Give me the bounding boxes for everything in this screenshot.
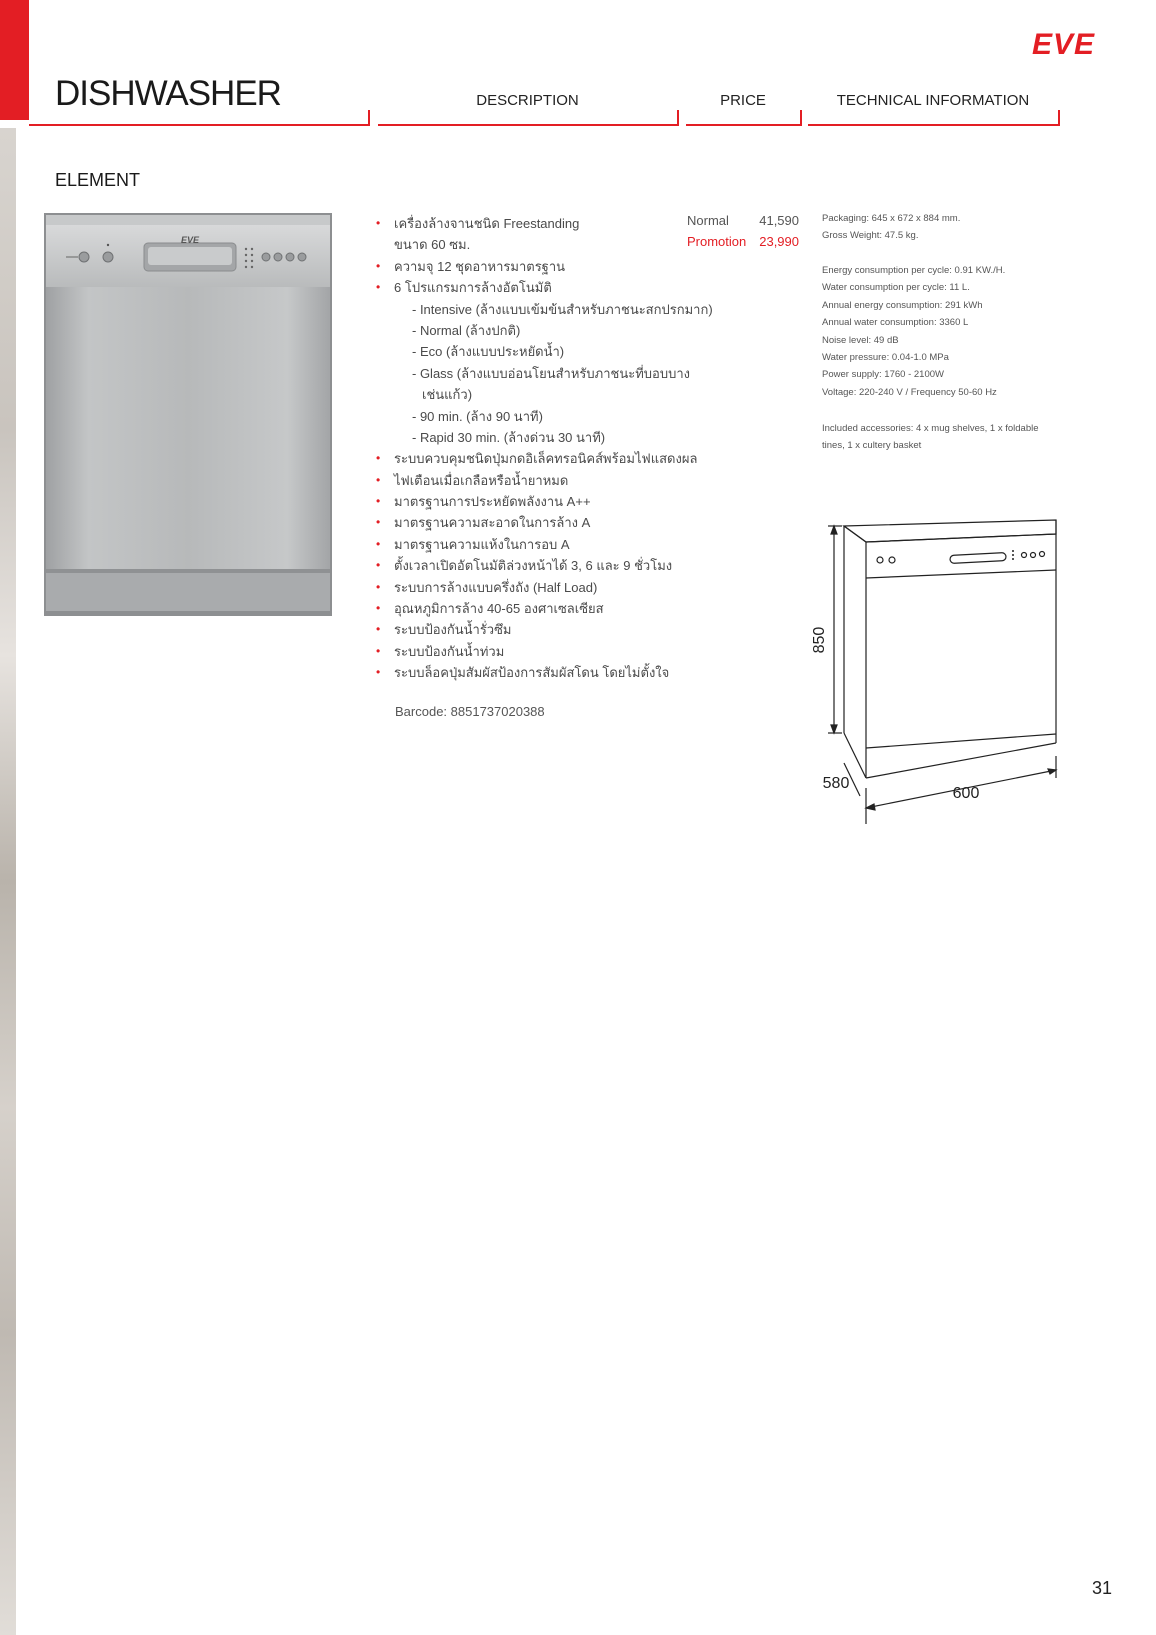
barcode: Barcode: 8851737020388 xyxy=(395,704,545,719)
list-item: • มาตรฐานความสะอาดในการล้าง A xyxy=(376,512,706,533)
tech-line: Energy consumption per cycle: 0.91 KW./H. xyxy=(822,265,1006,276)
description-list xyxy=(376,213,713,684)
tech-line: tines, 1 x cultery basket xyxy=(822,440,922,452)
list-item xyxy=(376,384,706,405)
product-logo: EVE xyxy=(180,235,200,245)
description-text: ระบบการล้างแบบครึ่งถัง (Half Load) xyxy=(394,579,598,595)
page-number: 31 xyxy=(1092,1578,1113,1598)
list-item: • ระบบการล้างแบบครึ่งถัง (Half Load) xyxy=(376,577,706,598)
page-title: DISHWASHER xyxy=(55,74,281,113)
list-item: • มาตรฐานการประหยัดพลังงาน A++ xyxy=(376,491,706,512)
description-text: มาตรฐานความสะอาดในการล้าง A xyxy=(394,515,591,531)
dimension-height: 850 xyxy=(811,626,828,654)
description-text: ไฟเตือนเมื่อเกลือหรือน้ำยาหมด xyxy=(394,472,569,488)
list-item: • มาตรฐานความแห้งในการอบ A xyxy=(376,534,706,555)
list-item: • ระบบป้องกันน้ำท่วม xyxy=(376,641,706,662)
tech-line: Power supply: 1760 - 2100W xyxy=(822,369,944,381)
description-text: มาตรฐานการประหยัดพลังงาน A++ xyxy=(394,494,591,510)
tab-price: PRICE xyxy=(720,92,766,109)
tech-line: Gross Weight: 47.5 kg. xyxy=(822,230,919,242)
price-normal-label: Normal xyxy=(687,213,729,228)
dishwasher-product-image xyxy=(44,213,332,616)
tech-line: Water pressure: 0.04-1.0 MPa xyxy=(822,352,949,364)
tech-line: Included accessories: 4 x mug shelves, 1 x foldable xyxy=(822,423,1039,434)
price-promotion-value: 23,990 xyxy=(759,234,799,249)
description-text: ระบบป้องกันน้ำท่วม xyxy=(394,643,505,659)
description-text: ระบบควบคุมชนิดปุ่มกดอิเล็คทรอนิคส์พร้อมไฟแสดงผล xyxy=(394,451,698,467)
price-promotion-label: Promotion xyxy=(687,234,747,249)
description-text: เครื่องล้างจานชนิด Freestanding xyxy=(394,216,580,231)
dimension-width: 600 xyxy=(952,785,980,802)
list-item: • ตั้งเวลาเปิดอัตโนมัติล่วงหน้าได้ 3, 6 และ 9 ชั่วโมง xyxy=(376,555,706,576)
header-rule-description xyxy=(378,120,677,126)
list-item: • ระบบป้องกันน้ำรั่วซึม xyxy=(376,619,706,640)
tech-line: Packaging: 645 x 672 x 884 mm. xyxy=(822,213,961,224)
dimension-depth: 580 xyxy=(822,775,850,792)
list-item xyxy=(376,234,706,255)
list-item: • เครื่องล้างจานชนิด Freestanding xyxy=(376,213,706,234)
description-text: ขนาด 60 ซม. xyxy=(394,237,471,253)
list-item xyxy=(376,320,706,341)
brand-logo-text: EVE xyxy=(1032,28,1096,60)
list-item: • 6 โปรแกรมการล้างอัตโนมัติ xyxy=(376,277,706,298)
description-text: ระบบป้องกันน้ำรั่วซึม xyxy=(394,622,512,638)
description-text: ระบบล็อคปุ่มสัมผัสป้องการสัมผัสโดน โดยไม่ตั้งใจ xyxy=(394,665,670,681)
tech-group-accessories xyxy=(822,420,1039,455)
list-item xyxy=(376,363,706,384)
list-item xyxy=(376,299,713,320)
header-rule-technical xyxy=(808,120,1058,126)
description-text: - Intensive (ล้างแบบเข้มข้นสำหรับภาชนะสกปรกมาก) xyxy=(412,301,713,317)
tech-group-packaging xyxy=(822,210,960,245)
list-item: • ระบบล็อคปุ่มสัมผัสป้องการสัมผัสโดน โดยไม่ตั้งใจ xyxy=(376,662,706,683)
description-text: ตั้งเวลาเปิดอัตโนมัติล่วงหน้าได้ 3, 6 และ 9 ชั่วโมง xyxy=(394,558,673,574)
description-text: - Eco (ล้างแบบประหยัดน้ำ) xyxy=(412,344,565,360)
list-item: • ระบบควบคุมชนิดปุ่มกดอิเล็คทรอนิคส์พร้อมไฟแสดงผล xyxy=(376,448,706,469)
tech-line: Annual water consumption: 3360 L xyxy=(822,317,969,329)
description-text: - Normal (ล้างปกติ) xyxy=(412,322,521,338)
price-normal-value: 41,590 xyxy=(759,213,799,228)
description-text: - Glass (ล้างแบบอ่อนโยนสำหรับภาชนะที่บอบบาง xyxy=(412,365,690,381)
tech-line: Noise level: 49 dB xyxy=(822,334,899,346)
description-text: 6 โปรแกรมการล้างอัตโนมัติ xyxy=(394,280,552,296)
description-text: มาตรฐานความแห้งในการอบ A xyxy=(394,536,570,552)
brand-logo xyxy=(1030,26,1118,60)
tech-line: Annual energy consumption: 291 kWh xyxy=(822,299,983,311)
description-text: อุณหภูมิการล้าง 40-65 องศาเซลเซียส xyxy=(394,601,604,617)
side-photo-strip xyxy=(0,128,16,1635)
tech-line: Water consumption per cycle: 11 L. xyxy=(822,282,970,294)
description-text: - Rapid 30 min. (ล้างด่วน 30 นาที) xyxy=(412,429,606,445)
description-text: ความจุ 12 ชุดอาหารมาตรฐาน xyxy=(394,258,566,274)
list-item xyxy=(376,406,706,427)
list-item xyxy=(376,341,706,362)
header-rule-price xyxy=(686,120,800,126)
tab-technical-information: TECHNICAL INFORMATION xyxy=(836,92,1030,109)
tech-group-specs xyxy=(822,262,1005,401)
tech-line: Voltage: 220-240 V / Frequency 50-60 Hz xyxy=(822,386,997,398)
description-text: เช่นแก้ว) xyxy=(422,387,473,403)
dimension-diagram xyxy=(800,508,1070,828)
section-title: ELEMENT xyxy=(55,170,141,190)
tab-description: DESCRIPTION xyxy=(476,92,579,109)
list-item: • อุณหภูมิการล้าง 40-65 องศาเซลเซียส xyxy=(376,598,706,619)
list-item: • ไฟเตือนเมื่อเกลือหรือน้ำยาหมด xyxy=(376,470,706,491)
accent-bar xyxy=(0,0,29,120)
list-item: • ความจุ 12 ชุดอาหารมาตรฐาน xyxy=(376,256,706,277)
list-item xyxy=(376,427,706,448)
header-rule-title xyxy=(29,120,368,126)
description-text: - 90 min. (ล้าง 90 นาที) xyxy=(412,408,543,424)
